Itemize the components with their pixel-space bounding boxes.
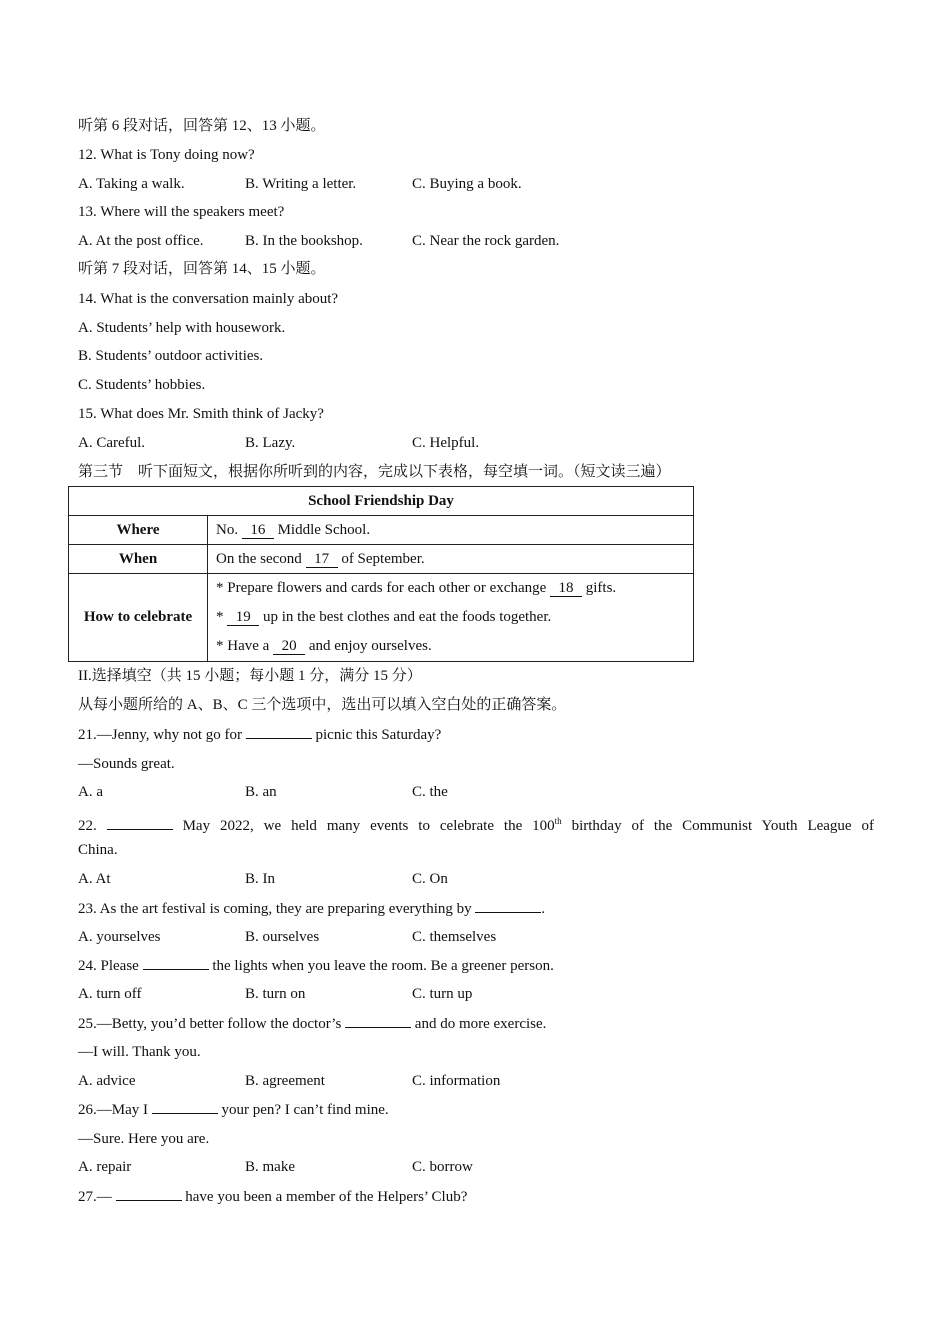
q25-option-b: B. agreement <box>245 1073 325 1089</box>
where-value: No. 16 Middle School. <box>208 516 694 545</box>
section-6-header: 听第 6 段对话，回答第 12、13 小题。 <box>78 118 326 134</box>
q27-blank <box>116 1186 182 1201</box>
q24-blank <box>143 955 209 970</box>
question-12: 12. What is Tony doing now? <box>78 147 255 163</box>
q23-option-b: B. ourselves <box>245 929 320 945</box>
q13-option-a: A. At the post office. <box>78 233 204 249</box>
section-3-instructions: 第三节 听下面短文，根据你所听到的内容，完成以下表格，每空填一词。（短文读三遍） <box>78 464 671 480</box>
q22-option-a: A. At <box>78 871 111 887</box>
question-22: 22. May 2022, we held many events to celebrate the 100th birthday of the Communist Youth League of <box>78 816 874 834</box>
question-27: 27.— have you been a member of the Helpers’ Club? <box>78 1186 467 1207</box>
q15-option-a: A. Careful. <box>78 435 146 451</box>
question-26: 26.—May I your pen? I can’t find mine. <box>78 1099 389 1120</box>
question-14: 14. What is the conversation mainly about? <box>78 291 339 307</box>
how-line-1: * Prepare flowers and cards for each other or exchange 18 gifts. <box>216 580 617 596</box>
how-label: How to celebrate <box>69 574 208 662</box>
q24-option-a: A. turn off <box>78 986 142 1002</box>
how-line-2: * 19 up in the best clothes and eat the foods together. <box>216 609 552 625</box>
q22-blank <box>107 815 173 830</box>
q24-option-c: C. turn up <box>412 986 473 1002</box>
q12-option-c: C. Buying a book. <box>412 176 522 192</box>
q22-option-c: C. On <box>412 871 448 887</box>
where-label: Where <box>69 516 208 545</box>
q14-option-b: B. Students’ outdoor activities. <box>78 348 264 364</box>
q13-option-c: C. Near the rock garden. <box>412 233 560 249</box>
q25-reply: —I will. Thank you. <box>78 1044 201 1060</box>
q26-reply: —Sure. Here you are. <box>78 1131 210 1147</box>
q12-option-a: A. Taking a walk. <box>78 176 185 192</box>
blank-20: 20 <box>273 638 305 655</box>
q25-option-a: A. advice <box>78 1073 136 1089</box>
question-15: 15. What does Mr. Smith think of Jacky? <box>78 406 324 422</box>
q23-option-a: A. yourselves <box>78 929 161 945</box>
q21-option-c: C. the <box>412 784 448 800</box>
q24-option-b: B. turn on <box>245 986 306 1002</box>
q15-option-c: C. Helpful. <box>412 435 480 451</box>
question-21: 21.—Jenny, why not go for picnic this Saturday? <box>78 724 441 745</box>
section-7-header: 听第 7 段对话，回答第 14、15 小题。 <box>78 261 326 277</box>
blank-19: 19 <box>227 609 259 626</box>
question-23: 23. As the art festival is coming, they are preparing everything by . <box>78 898 545 919</box>
when-value: On the second 17 of September. <box>208 545 694 574</box>
blank-17: 17 <box>306 551 338 568</box>
q26-option-a: A. repair <box>78 1159 132 1175</box>
how-line-3: * Have a 20 and enjoy ourselves. <box>216 638 432 654</box>
q25-option-c: C. information <box>412 1073 501 1089</box>
part-2-header: II.选择填空（共 15 小题；每小题 1 分，满分 15 分） <box>78 668 422 684</box>
question-25: 25.—Betty, you’d better follow the doctor’s and do more exercise. <box>78 1013 546 1034</box>
blank-16: 16 <box>242 522 274 539</box>
when-label: When <box>69 545 208 574</box>
q13-option-b: B. In the bookshop. <box>245 233 363 249</box>
q22-option-b: B. In <box>245 871 275 887</box>
q21-reply: —Sounds great. <box>78 756 175 772</box>
q14-option-a: A. Students’ help with housework. <box>78 320 286 336</box>
q14-option-c: C. Students’ hobbies. <box>78 377 206 393</box>
q26-option-c: C. borrow <box>412 1159 473 1175</box>
q23-blank <box>475 898 541 913</box>
q23-option-c: C. themselves <box>412 929 497 945</box>
q21-option-a: A. a <box>78 784 103 800</box>
q15-option-b: B. Lazy. <box>245 435 296 451</box>
question-13: 13. Where will the speakers meet? <box>78 204 285 220</box>
q21-blank <box>246 724 312 739</box>
how-values <box>208 574 694 662</box>
blank-18: 18 <box>550 580 582 597</box>
q21-option-b: B. an <box>245 784 277 800</box>
table-title: School Friendship Day <box>69 487 694 516</box>
q26-blank <box>152 1099 218 1114</box>
q22-line-2: China. <box>78 842 118 858</box>
friendship-day-table <box>68 486 694 662</box>
q12-option-b: B. Writing a letter. <box>245 176 357 192</box>
question-24: 24. Please the lights when you leave the room. Be a greener person. <box>78 955 554 976</box>
q25-blank <box>345 1013 411 1028</box>
q26-option-b: B. make <box>245 1159 295 1175</box>
part-2-instructions: 从每小题所给的 A、B、C 三个选项中，选出可以填入空白处的正确答案。 <box>78 697 567 713</box>
